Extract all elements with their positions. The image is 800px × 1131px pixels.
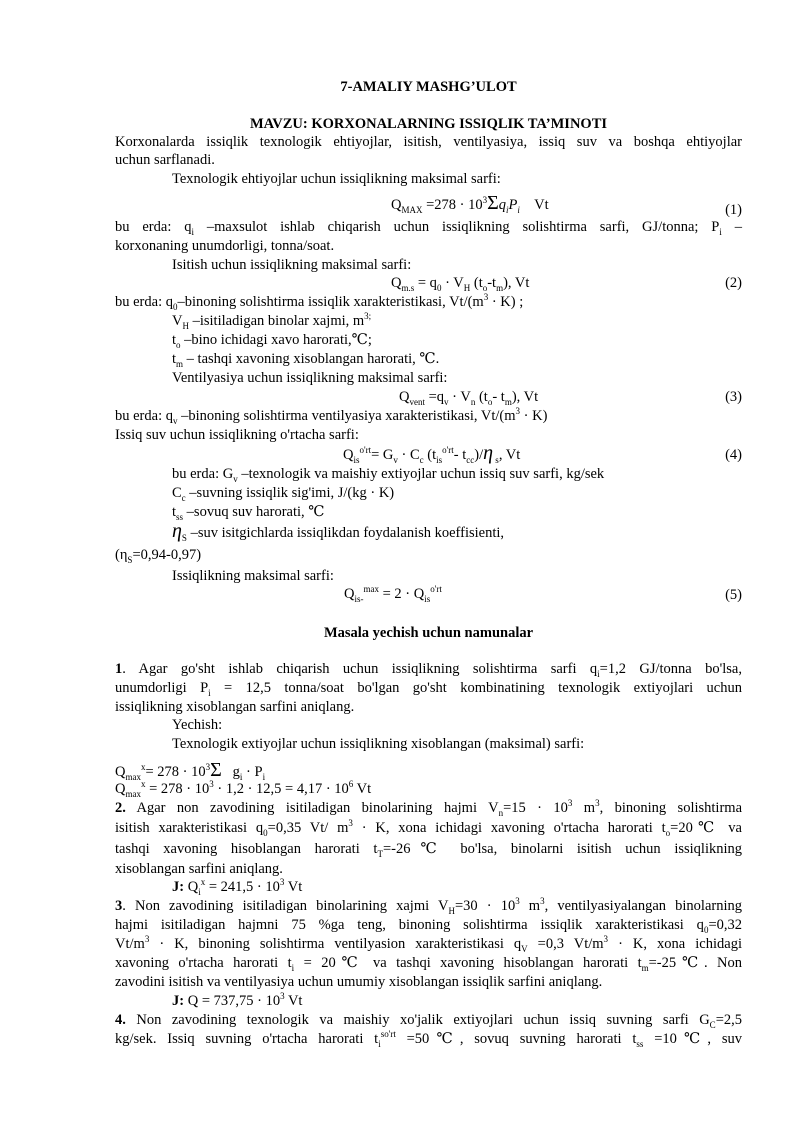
- paragraph-line: $t_m$ – tashqi xavoning xisoblangan harorati, ℃.: [172, 351, 440, 369]
- equation-number: (4): [725, 447, 742, 463]
- paragraph-line: bu erda: $q_v$ –binoning solishtirma ventilyasiya xarakteristikasi, $Vt/(m^3 \cdot K)$: [115, 406, 548, 426]
- paragraph-line: $(\eta_S=0,94-0,97)$: [115, 547, 202, 565]
- problem-line: xisoblangan sarfini aniqlang.: [115, 861, 283, 877]
- equation-number: (1): [725, 202, 742, 218]
- equation-number: (5): [725, 587, 742, 603]
- paragraph-line: Isitish uchun issiqlikning maksimal sarfi:: [172, 257, 412, 273]
- equation-number: (3): [725, 389, 742, 405]
- answer-line: J: $Q_i^x = 241,5 \cdot 10^3$ Vt: [172, 877, 303, 897]
- paragraph-line: $t_{ss}$ –sovuq suv harorati, ℃: [172, 504, 325, 522]
- problem-line: isitish xarakteristikasi $q_0=0,35$ Vt/ $m^3 \cdot K$, xona ichidagi xavoning o'rtacha harorati $t_o=20℃$ va: [115, 818, 742, 838]
- paragraph-line: bu erda: $q_0$–binoning solishtirma issiqlik xarakteristikasi, $Vt/(m^3 \cdot K)$ ;: [115, 292, 524, 312]
- problem-line: 3. Non zavodining isitiladigan binolarining xajmi $V_H=30 \cdot 10^3$ $m^3$, ventilyasiyalangan binolarning: [115, 896, 742, 916]
- equation-3: $Q_{vent} =q_v \cdot V_n$ ($t_o-$ $t_m$), Vt: [399, 389, 539, 407]
- problem-line: xavoning o'rtacha harorati $t_i$ = 20℃ va tashqi xavoning hisoblangan harorati $t_m=-25℃$. Non: [115, 955, 742, 973]
- problem-line: kg/sek. Issiq suvning o'rtacha harorati $t_i^{so'rt}$ =50℃, sovuq suvning harorati $t_{ss}$ =10℃, suv: [115, 1029, 742, 1049]
- paragraph-line: Texnologik ehtiyojlar uchun issiqlikning maksimal sarfi:: [172, 171, 501, 187]
- problem-line: Texnologik extiyojlar uchun issiqlikning xisoblangan (maksimal) sarfi:: [172, 736, 585, 752]
- paragraph-line: bu erda: $G_v$ –texnologik va maishiy extiyojlar uchun issiq suv sarfi, kg/sek: [172, 466, 605, 484]
- problem-line: unumdorligi $P_i = 12,5$ tonna/soat bo'lgan go'sht kombinatining texnologik extiyojlari uchun: [115, 680, 742, 698]
- problem-line: 1. Agar go'sht ishlab chiqarish uchun issiqlikning solishtirma sarfi $q_i=1,2$ GJ/tonna bo'lsa,: [115, 661, 742, 679]
- problem-line: 4. Non zavodining texnologik va maishiy xo'jalik extiyojlari uchun issiq suvning sarfi $G_C=2,5$: [115, 1012, 742, 1030]
- paragraph-line: Ventilyasiya uchun issiqlikning maksimal sarfi:: [172, 370, 448, 386]
- paragraph-line: $V_H$ –isitiladigan binolar xajmi, $m^{3;}$: [172, 311, 372, 331]
- paragraph-line: korxonaning unumdorligi, tonna/soat.: [115, 238, 335, 254]
- problem-line: $Vt/m^3 \cdot K$, binoning solishtirma ventilyasion xarakteristikasi $q_V =0,3$ $Vt/m^3 \cdot K$, xona ichidagi: [115, 934, 742, 954]
- problem-line: Yechish:: [172, 717, 223, 733]
- equation-2: $Q_{m.s} = q_0 \cdot V_H$ $(t_o-t_m)$, Vt: [391, 275, 530, 293]
- problem-line: $Q_{max}^x = 278 \cdot 10^3 \cdot 1,2 \cdot 12,5 = 4,17 \cdot 10^6$ Vt: [115, 779, 372, 799]
- paragraph-line: Korxonalarda issiqlik texnologik ehtiyojlar, isitish, ventilyasiya, issiq suv va boshqa ehtiyojlar: [115, 134, 742, 150]
- problem-line: tashqi xavoning hisoblangan harorati $t_T=-26℃$ bo'lsa, binolarni isitish uchun issiqlikning: [115, 841, 742, 859]
- equation-1: $Q_{MAX} =278 \cdot 10^3\Sigma q_iP_i$ Vt: [391, 192, 549, 215]
- topic-heading: MAVZU: KORXONALARNING ISSIQLIK TA’MINOTI: [249, 116, 608, 132]
- problem-line: 2. Agar non zavodining isitiladigan binolarining hajmi $V_n=15 \cdot 10^3$ $m^3$, binoning solishtirma: [115, 798, 742, 818]
- paragraph-line: $\eta_S$ –suv isitgichlarda issiqlikdan foydalanish koeffisienti,: [172, 520, 505, 543]
- paragraph-line: Issiqlikning maksimal sarfi:: [172, 568, 334, 584]
- problem-line: $Q_{max}^x= 278 \cdot 10^3\Sigma$ $g_i \cdot P_i$: [115, 759, 266, 782]
- answer-line: J: $Q = 737,75 \cdot 10^3$ Vt: [172, 991, 303, 1009]
- paragraph-line: $t_o$ –bino ichidagi xavo harorati,℃;: [172, 332, 372, 350]
- equation-number: (2): [725, 275, 742, 291]
- problem-line: zavodini isitish va ventilyasiya uchun umumiy xisoblangan issiqlik sarfini aniqlang.: [115, 974, 603, 990]
- paragraph-line: Issiq suv uchun issiqlikning o'rtacha sarfi:: [115, 427, 359, 443]
- paragraph-line: uchun sarflanadi.: [115, 152, 215, 168]
- problem-line: hajmi isitiladigan hajmni 75 %ga teng, binoning solishtirma issiqlik xarakteristikasi $q_0=0,32$: [115, 917, 742, 935]
- equation-4: $Q_{is}^{o'rt}= G_v \cdot C_c$ ($t_{is}^{o'rt}-$ $t_{cc})/\eta$ $_s$, Vt: [343, 442, 521, 465]
- problem-line: issiqlikning xisoblangan sarfini aniqlang.: [115, 699, 355, 715]
- page-title: 7-AMALIY MASHG’ULOT: [340, 79, 517, 95]
- section-heading: Masala yechish uchun namunalar: [323, 625, 534, 641]
- equation-5: $Q_{is-}^{max} = 2 \cdot Q_{is}^{o'rt}$: [344, 584, 442, 604]
- paragraph-line: bu erda: $q_i$ –maxsulot ishlab chiqarish uchun issiqlikning solishtirma sarfi, GJ/tonna; $P_i$ –: [115, 219, 743, 237]
- paragraph-line: $C_c$ –suvning issiqlik sig'imi, J/(kg · K): [172, 485, 395, 503]
